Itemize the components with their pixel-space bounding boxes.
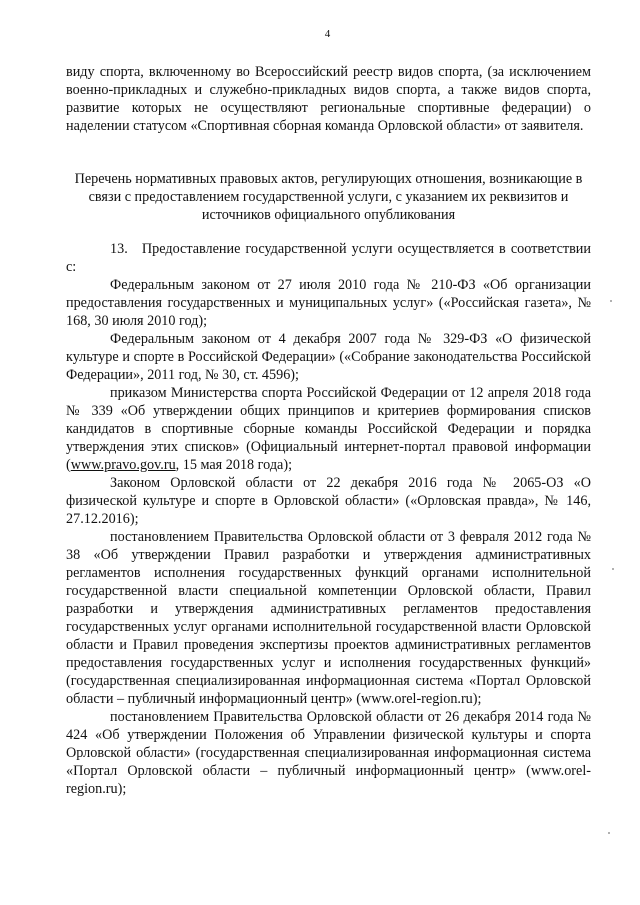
order-339-tail: , 15 мая 2018 года); [175, 457, 293, 473]
body-section [66, 240, 591, 798]
paragraph-13: 13. Предоставление государственной услуги осуществляется в соответствии с: [66, 241, 591, 275]
paragraph-federal-law-210: Федеральным законом от 27 июля 2010 года № 210-ФЗ «Об организации предоставления государственных и муниципальных услуг» («Российская газета», № 168, 30 июля 2010 год); [66, 277, 591, 329]
paragraph-resolution-38: постановлением Правительства Орловской области от 3 февраля 2012 года № 38 «Об утверждении Правил разработки и утверждения административных регламентов исполнения государственных функций органами исполнительной государственной власти специальной компетенции Орловской области, Правил разработки и утверждения административных регламентов предоставления государственных услуг органами исполнительной государственной власти Орловской области и Правил проведения экспертизы проектов административных регламентов предоставления государственных услуг и исполнения государственных функций» (государственная специализированная информационная система «Портал Орловской области – публичный информационный центр» (www.orel-region.ru); [66, 529, 591, 707]
scan-speck [612, 568, 614, 570]
section-heading-text: Перечень нормативных правовых актов, регулирующих отношения, возникающие в связи с предоставлением государственной услуги, с указанием их реквизитов и источников официального опубликования [74, 171, 583, 223]
scan-speck [608, 832, 610, 834]
section-heading [66, 170, 591, 224]
order-339-text: приказом Министерства спорта Российской Федерации от 12 апреля 2018 года № 339 «Об утверждении общих принципов и критериев формирования списков кандидатов в спортивные сборные команды Российской Федерации и порядка утверждения этих списков» (Официальный интернет-портал правовой информации ( [66, 385, 591, 473]
paragraph-resolution-424: постановлением Правительства Орловской области от 26 декабря 2014 года № 424 «Об утверждении Положения об Управлении физической культуры и спорта Орловской области» (государственная специализированная информационная система «Портал Орловской области – публичный информационный центр» (www.orel-region.ru); [66, 709, 591, 797]
scan-speck [610, 300, 612, 302]
pravo-gov-link[interactable]: www.pravo.gov.ru [70, 457, 176, 473]
page-number: 4 [324, 28, 331, 40]
paragraph-federal-law-329: Федеральным законом от 4 декабря 2007 года № 329-ФЗ «О физической культуре и спорте в Российской Федерации» («Собрание законодательства Российской Федерации», 2011 год, № 30, ст. 4596); [66, 331, 591, 383]
intro-paragraph: виду спорта, включенному во Всероссийский реестр видов спорта, (за исключением военно-прикладных и служебно-прикладных видов спорта, а также видов спорта, развитие которых не осуществляют региональные спортивные федерации) о наделении статусом «Спортивная сборная команда Орловской области» от заявителя. [66, 64, 591, 134]
paragraph-order-339 [66, 384, 591, 474]
paragraph-regional-law-2065: Законом Орловской области от 22 декабря 2016 года № 2065-ОЗ «О физической культуре и спорте в Орловской области» («Орловская правда», № 146, 27.12.2016); [66, 475, 591, 527]
intro-section [66, 63, 591, 135]
